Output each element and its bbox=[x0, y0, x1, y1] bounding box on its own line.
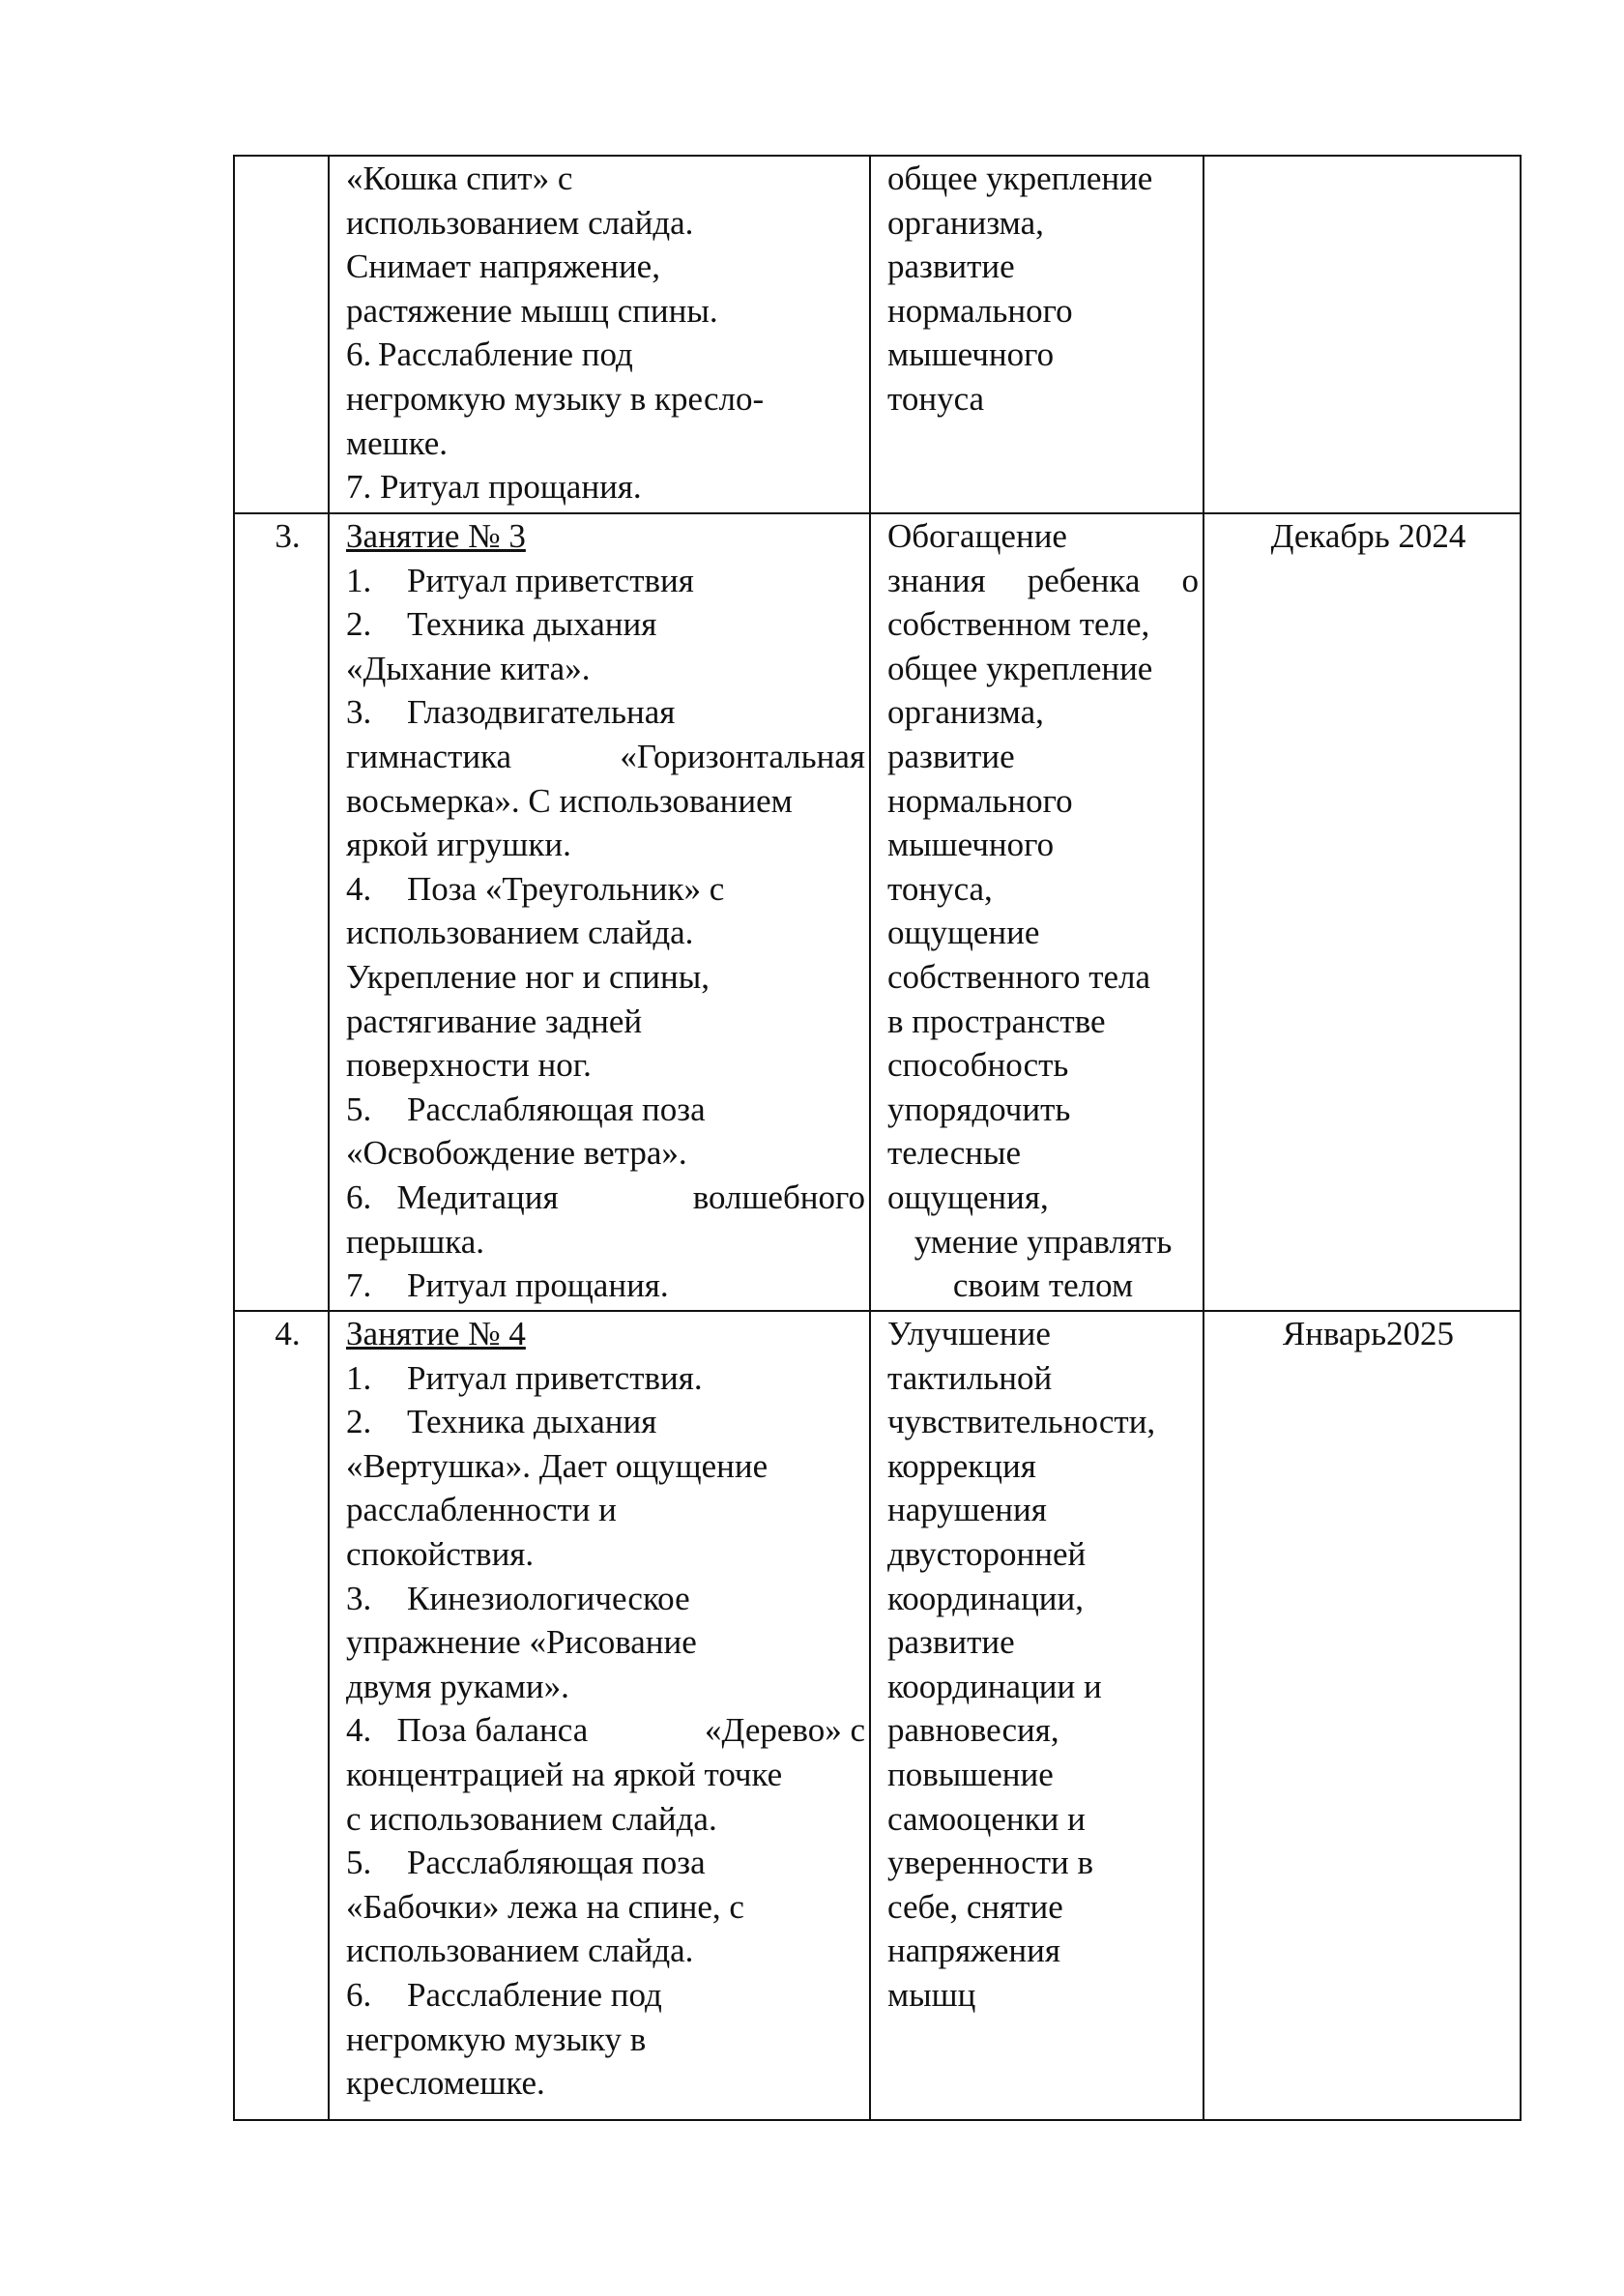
goal-line: в пространстве bbox=[887, 1002, 1106, 1040]
lesson-date: Декабрь 2024 bbox=[1270, 517, 1466, 555]
goal-line: нормального bbox=[887, 781, 1073, 820]
goal-line: тонуса bbox=[887, 379, 985, 418]
goal-line: координации, bbox=[887, 1579, 1085, 1617]
goal-line: коррекция bbox=[887, 1446, 1036, 1485]
content-item: 4. Поза «Треугольник» с bbox=[346, 869, 725, 908]
row-number-cell bbox=[234, 513, 329, 1311]
goal-line: общее укрепление bbox=[887, 160, 1153, 197]
goal-line: своим телом bbox=[952, 1266, 1134, 1305]
content-item: 3. Кинезиологическое bbox=[346, 1579, 690, 1617]
goal-line: мышц bbox=[887, 1975, 976, 2014]
content-line: спокойствия. bbox=[346, 1534, 535, 1573]
goal-cell bbox=[870, 513, 1204, 1311]
content-line: негромкую музыку в bbox=[346, 2020, 647, 2058]
content-line: использованием слайда. bbox=[346, 203, 694, 242]
content-line: «Дыхание кита». bbox=[346, 649, 591, 687]
goal-line: Обогащение bbox=[887, 517, 1067, 555]
date-cell bbox=[1204, 1311, 1521, 2120]
content-item: 6. Расслабление под bbox=[346, 335, 633, 374]
row-number-cell bbox=[234, 156, 329, 513]
table-row bbox=[234, 513, 1521, 1311]
content-line: использованием слайда. bbox=[346, 914, 694, 952]
goal-line: себе, снятие bbox=[887, 1887, 1063, 1926]
content-item: 2. Техника дыхания bbox=[346, 1403, 657, 1441]
content-item: 6. Расслабление под bbox=[346, 1975, 662, 2014]
content-line: «Кошка спит» с bbox=[346, 160, 573, 197]
goal-line: Улучшение bbox=[887, 1315, 1051, 1352]
content-line: использованием слайда. bbox=[346, 1932, 694, 1970]
goal-line: чувствительности, bbox=[887, 1403, 1156, 1441]
goal-line: тактильной bbox=[887, 1358, 1053, 1397]
goal-line: телесные bbox=[887, 1134, 1022, 1173]
content-line: перышка. bbox=[346, 1222, 484, 1261]
goal-line: развитие bbox=[887, 247, 1015, 286]
content-item: 1. Ритуал приветствия bbox=[346, 561, 694, 599]
goal-line: самооценки и bbox=[887, 1799, 1086, 1838]
content-item: 1. Ритуал приветствия. bbox=[346, 1358, 703, 1397]
goal-line: организма, bbox=[887, 203, 1044, 242]
goal-line: знания ребенка о bbox=[887, 561, 1199, 599]
content-item: 2. Техника дыхания bbox=[346, 605, 657, 644]
goal-line: повышение bbox=[887, 1755, 1054, 1793]
content-line: Укрепление ног и спины, bbox=[346, 957, 710, 996]
goal-line: координации и bbox=[887, 1667, 1102, 1705]
goal-line: тонуса, bbox=[887, 869, 993, 908]
goal-line: собственного тела bbox=[887, 957, 1151, 996]
table-row bbox=[234, 1311, 1521, 2120]
content-line: растяжение мышц спины. bbox=[346, 291, 718, 330]
goal-line: нормального bbox=[887, 291, 1073, 330]
goal-line: уверенности в bbox=[887, 1844, 1094, 1882]
content-line: поверхности ног. bbox=[346, 1046, 592, 1085]
content-item: 5. Расслабляющая поза bbox=[346, 1090, 706, 1128]
goal-line: ощущения, bbox=[887, 1177, 1049, 1216]
content-line: мешке. bbox=[346, 423, 449, 462]
goal-line: общее укрепление bbox=[887, 649, 1153, 687]
goal-line: организма, bbox=[887, 693, 1044, 732]
content-line: упражнение «Рисование bbox=[346, 1623, 697, 1662]
goal-line: развитие bbox=[887, 1623, 1015, 1662]
lesson-title: Занятие № 3 bbox=[346, 517, 526, 555]
goal-line: умение управлять bbox=[914, 1222, 1173, 1261]
content-line: негромкую музыку в кресло- bbox=[346, 379, 765, 418]
goal-cell bbox=[870, 156, 1204, 513]
goal-line: мышечного bbox=[887, 335, 1055, 374]
goal-line: двусторонней bbox=[887, 1534, 1087, 1573]
lesson-content-cell bbox=[329, 513, 870, 1311]
goal-line: ощущение bbox=[887, 914, 1040, 952]
content-item: 3. Глазодвигательная bbox=[346, 693, 676, 732]
lesson-content-cell bbox=[329, 1311, 870, 2120]
content-line: восьмерка». С использованием bbox=[346, 781, 793, 820]
content-line: двумя руками». bbox=[346, 1667, 569, 1705]
content-line: 4. Поза баланса «Дерево» с bbox=[346, 1711, 865, 1750]
lesson-plan-table bbox=[233, 155, 1522, 2121]
goal-cell bbox=[870, 1311, 1204, 2120]
content-line: 7. Ритуал прощания. bbox=[346, 468, 642, 507]
content-line: кресломешке. bbox=[346, 2064, 545, 2103]
table-row bbox=[234, 156, 1521, 513]
date-cell bbox=[1204, 513, 1521, 1311]
content-line: расслабленности и bbox=[346, 1491, 617, 1529]
lesson-title: Занятие № 4 bbox=[346, 1315, 526, 1352]
row-number: 3. bbox=[275, 517, 301, 555]
content-line: гимнастика «Горизонтальная bbox=[346, 737, 865, 775]
goal-line: собственном теле, bbox=[887, 605, 1150, 644]
goal-line: упорядочить bbox=[887, 1090, 1071, 1128]
goal-line: напряжения bbox=[887, 1932, 1060, 1970]
goal-line: равновесия, bbox=[887, 1711, 1059, 1750]
goal-line: мышечного bbox=[887, 826, 1055, 864]
content-line: концентрацией на яркой точке bbox=[346, 1755, 783, 1793]
content-line: растягивание задней bbox=[346, 1002, 643, 1040]
content-line: «Вертушка». Дает ощущение bbox=[346, 1446, 768, 1485]
goal-line: нарушения bbox=[887, 1491, 1047, 1529]
content-line: яркой игрушки. bbox=[346, 826, 571, 864]
date-cell bbox=[1204, 156, 1521, 513]
row-number-cell bbox=[234, 1311, 329, 2120]
content-line: Снимает напряжение, bbox=[346, 247, 660, 286]
content-line: «Освобождение ветра». bbox=[346, 1134, 687, 1173]
row-number: 4. bbox=[275, 1315, 301, 1352]
goal-line: способность bbox=[887, 1046, 1069, 1085]
lesson-content-cell bbox=[329, 156, 870, 513]
lesson-date: Январь2025 bbox=[1282, 1315, 1455, 1352]
content-line: с использованием слайда. bbox=[346, 1799, 717, 1838]
content-line: 6. Медитация волшебного bbox=[346, 1177, 865, 1216]
content-line: «Бабочки» лежа на спине, с bbox=[346, 1887, 744, 1926]
content-item: 7. Ритуал прощания. bbox=[346, 1266, 669, 1305]
content-item: 5. Расслабляющая поза bbox=[346, 1844, 706, 1882]
goal-line: развитие bbox=[887, 737, 1015, 775]
